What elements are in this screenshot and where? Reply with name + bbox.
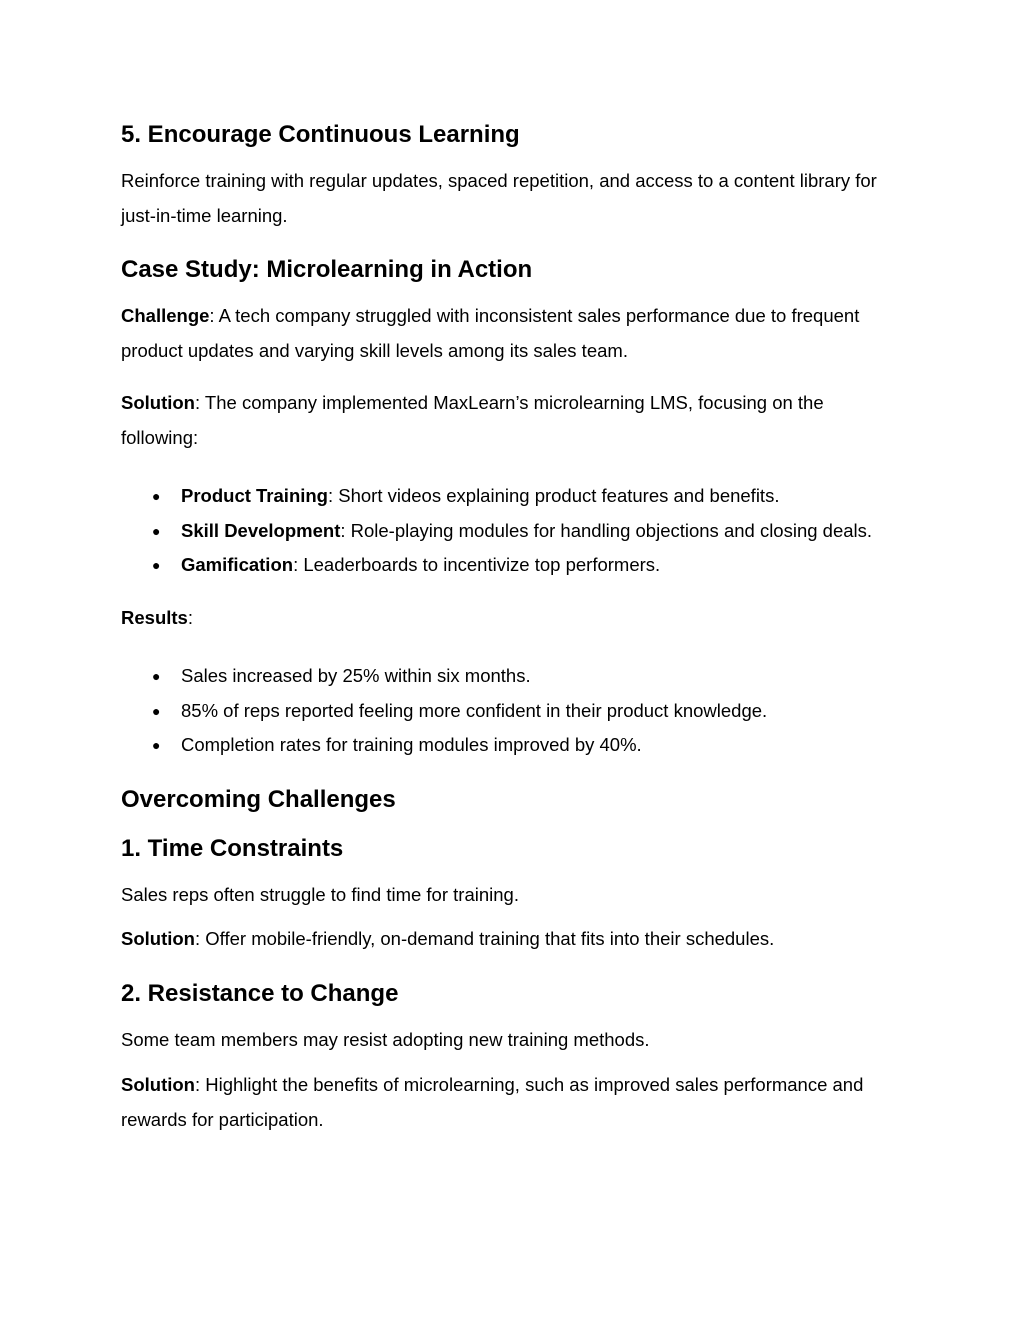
- challenge-label: Challenge: [121, 305, 210, 326]
- heading-time-constraints: 1. Time Constraints: [121, 834, 344, 862]
- solution-label: Solution: [121, 1074, 195, 1095]
- list-item-label: Product Training: [181, 485, 328, 506]
- challenge-text: : A tech company struggled with inconsistent sales performance due to frequent product updates and varying skill levels among its sales team.: [121, 305, 860, 361]
- paragraph-continuous-learning: Reinforce training with regular updates, spaced repetition, and access to a content library for just-in-time learning.: [121, 170, 877, 226]
- results-label: Results: [121, 606, 188, 628]
- list-item-text: : Short videos explaining product features and benefits.: [327, 485, 780, 506]
- solution-text: : Highlight the benefits of microlearning, such as improved sales performance and rewards for participation.: [121, 1074, 864, 1130]
- heading-overcoming-challenges: Overcoming Challenges: [121, 785, 396, 813]
- list-item: [181, 548, 904, 583]
- paragraph-time-constraints: Sales reps often struggle to find time for training.: [121, 883, 519, 905]
- paragraph-results: [121, 601, 904, 636]
- heading-case-study: Case Study: Microlearning in Action: [121, 256, 533, 283]
- heading-continuous-learning: 5. Encourage Continuous Learning: [121, 121, 520, 148]
- paragraph-solution: [121, 386, 904, 455]
- list-item: ● 85% of reps reported feeling more confident in their product knowledge.: [181, 694, 904, 729]
- results-suffix: :: [187, 606, 193, 628]
- solution-text: : The company implemented MaxLearn’s microlearning LMS, focusing on the following:: [121, 392, 824, 448]
- results-list: [121, 659, 904, 763]
- solution-label: Solution: [121, 928, 195, 949]
- paragraph-resistance: Some team members may resist adopting new training methods.: [121, 1028, 650, 1050]
- list-item-text: : Role-playing modules for handling objections and closing deals.: [340, 519, 873, 541]
- list-item-label: Skill Development: [181, 519, 341, 541]
- paragraph-time-solution: [121, 922, 904, 957]
- list-item: [181, 514, 904, 549]
- heading-resistance-to-change: 2. Resistance to Change: [121, 979, 399, 1007]
- paragraph-resistance-solution: [121, 1068, 904, 1137]
- paragraph-challenge: [121, 299, 904, 368]
- solution-label: Solution: [121, 392, 195, 413]
- list-item-text: : Leaderboards to incentivize top performers.: [293, 554, 661, 575]
- list-item: ● Completion rates for training modules improved by 40%.: [181, 728, 904, 763]
- solution-list: [121, 479, 904, 583]
- list-item-label: Gamification: [181, 554, 294, 575]
- solution-text: : Offer mobile-friendly, on-demand training that fits into their schedules.: [194, 928, 775, 949]
- list-item: ● Sales increased by 25% within six months.: [181, 659, 904, 694]
- list-item: [181, 479, 904, 514]
